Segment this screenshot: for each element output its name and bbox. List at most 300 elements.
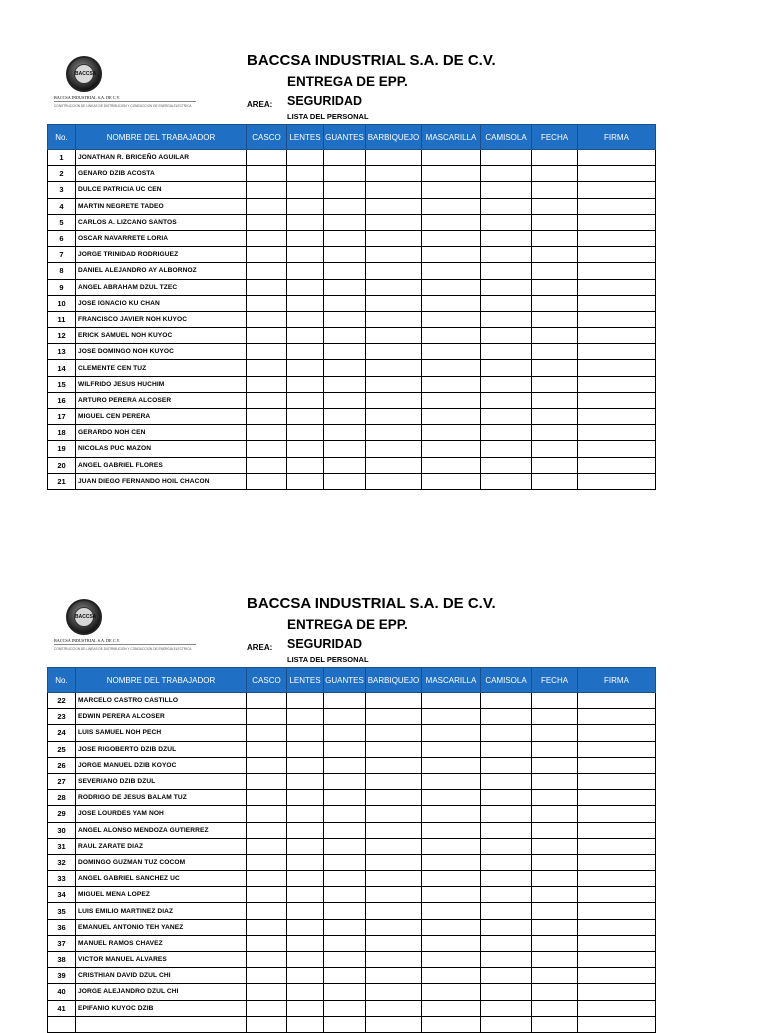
col-camisola-cell[interactable]	[481, 214, 532, 230]
col-mascarilla-cell[interactable]	[422, 409, 481, 425]
col-fecha-cell[interactable]	[532, 968, 578, 984]
col-barbiquejo-cell[interactable]	[366, 150, 422, 166]
col-lentes-cell[interactable]	[287, 903, 324, 919]
col-casco-cell[interactable]	[247, 214, 287, 230]
col-barbiquejo-cell[interactable]	[366, 725, 422, 741]
col-fecha-cell[interactable]	[532, 182, 578, 198]
col-guantes-cell[interactable]	[324, 822, 366, 838]
col-camisola-cell[interactable]	[481, 984, 532, 1000]
col-camisola-cell[interactable]	[481, 279, 532, 295]
col-mascarilla-cell[interactable]	[422, 150, 481, 166]
col-casco-cell[interactable]	[247, 1016, 287, 1032]
col-barbiquejo-cell[interactable]	[366, 230, 422, 246]
col-guantes-cell[interactable]	[324, 693, 366, 709]
col-firma-cell[interactable]	[578, 1016, 656, 1032]
col-firma-cell[interactable]	[578, 741, 656, 757]
col-fecha-cell[interactable]	[532, 871, 578, 887]
col-guantes-cell[interactable]	[324, 182, 366, 198]
col-barbiquejo-cell[interactable]	[366, 871, 422, 887]
col-camisola-cell[interactable]	[481, 344, 532, 360]
col-barbiquejo-cell[interactable]	[366, 838, 422, 854]
col-barbiquejo-cell[interactable]	[366, 295, 422, 311]
col-casco-cell[interactable]	[247, 425, 287, 441]
col-guantes-cell[interactable]	[324, 806, 366, 822]
col-camisola-cell[interactable]	[481, 952, 532, 968]
col-camisola-cell[interactable]	[481, 247, 532, 263]
col-barbiquejo-cell[interactable]	[366, 182, 422, 198]
col-barbiquejo-cell[interactable]	[366, 425, 422, 441]
col-firma-cell[interactable]	[578, 230, 656, 246]
col-barbiquejo-cell[interactable]	[366, 344, 422, 360]
col-casco-cell[interactable]	[247, 757, 287, 773]
col-guantes-cell[interactable]	[324, 344, 366, 360]
col-mascarilla-cell[interactable]	[422, 854, 481, 870]
col-guantes-cell[interactable]	[324, 328, 366, 344]
col-mascarilla-cell[interactable]	[422, 328, 481, 344]
col-camisola-cell[interactable]	[481, 1000, 532, 1016]
col-fecha-cell[interactable]	[532, 409, 578, 425]
col-fecha-cell[interactable]	[532, 230, 578, 246]
col-casco-cell[interactable]	[247, 952, 287, 968]
col-mascarilla-cell[interactable]	[422, 441, 481, 457]
col-barbiquejo-cell[interactable]	[366, 198, 422, 214]
col-fecha-cell[interactable]	[532, 457, 578, 473]
col-guantes-cell[interactable]	[324, 952, 366, 968]
col-lentes-cell[interactable]	[287, 295, 324, 311]
col-barbiquejo-cell[interactable]	[366, 457, 422, 473]
col-casco-cell[interactable]	[247, 871, 287, 887]
col-firma-cell[interactable]	[578, 919, 656, 935]
col-fecha-cell[interactable]	[532, 1016, 578, 1032]
col-fecha-cell[interactable]	[532, 392, 578, 408]
col-barbiquejo-cell[interactable]	[366, 709, 422, 725]
col-firma-cell[interactable]	[578, 360, 656, 376]
col-mascarilla-cell[interactable]	[422, 773, 481, 789]
col-guantes-cell[interactable]	[324, 230, 366, 246]
col-lentes-cell[interactable]	[287, 360, 324, 376]
col-camisola-cell[interactable]	[481, 360, 532, 376]
col-guantes-cell[interactable]	[324, 919, 366, 935]
col-casco-cell[interactable]	[247, 279, 287, 295]
col-firma-cell[interactable]	[578, 693, 656, 709]
col-lentes-cell[interactable]	[287, 473, 324, 489]
col-mascarilla-cell[interactable]	[422, 230, 481, 246]
col-mascarilla-cell[interactable]	[422, 806, 481, 822]
col-camisola-cell[interactable]	[481, 263, 532, 279]
col-casco-cell[interactable]	[247, 919, 287, 935]
col-casco-cell[interactable]	[247, 457, 287, 473]
col-lentes-cell[interactable]	[287, 773, 324, 789]
col-firma-cell[interactable]	[578, 457, 656, 473]
col-fecha-cell[interactable]	[532, 757, 578, 773]
col-fecha-cell[interactable]	[532, 903, 578, 919]
col-firma-cell[interactable]	[578, 822, 656, 838]
col-mascarilla-cell[interactable]	[422, 903, 481, 919]
col-camisola-cell[interactable]	[481, 150, 532, 166]
col-mascarilla-cell[interactable]	[422, 425, 481, 441]
col-barbiquejo-cell[interactable]	[366, 214, 422, 230]
col-fecha-cell[interactable]	[532, 725, 578, 741]
col-lentes-cell[interactable]	[287, 198, 324, 214]
col-mascarilla-cell[interactable]	[422, 344, 481, 360]
col-guantes-cell[interactable]	[324, 409, 366, 425]
col-guantes-cell[interactable]	[324, 790, 366, 806]
col-firma-cell[interactable]	[578, 984, 656, 1000]
col-guantes-cell[interactable]	[324, 725, 366, 741]
col-guantes-cell[interactable]	[324, 457, 366, 473]
col-camisola-cell[interactable]	[481, 822, 532, 838]
col-firma-cell[interactable]	[578, 344, 656, 360]
col-guantes-cell[interactable]	[324, 376, 366, 392]
col-camisola-cell[interactable]	[481, 693, 532, 709]
col-camisola-cell[interactable]	[481, 376, 532, 392]
col-guantes-cell[interactable]	[324, 854, 366, 870]
col-firma-cell[interactable]	[578, 263, 656, 279]
col-casco-cell[interactable]	[247, 968, 287, 984]
col-camisola-cell[interactable]	[481, 1016, 532, 1032]
col-fecha-cell[interactable]	[532, 854, 578, 870]
col-barbiquejo-cell[interactable]	[366, 376, 422, 392]
col-lentes-cell[interactable]	[287, 854, 324, 870]
col-camisola-cell[interactable]	[481, 871, 532, 887]
col-lentes-cell[interactable]	[287, 425, 324, 441]
col-fecha-cell[interactable]	[532, 838, 578, 854]
col-guantes-cell[interactable]	[324, 1000, 366, 1016]
col-guantes-cell[interactable]	[324, 757, 366, 773]
col-firma-cell[interactable]	[578, 806, 656, 822]
col-firma-cell[interactable]	[578, 887, 656, 903]
col-barbiquejo-cell[interactable]	[366, 903, 422, 919]
col-lentes-cell[interactable]	[287, 457, 324, 473]
col-fecha-cell[interactable]	[532, 709, 578, 725]
col-mascarilla-cell[interactable]	[422, 263, 481, 279]
col-firma-cell[interactable]	[578, 790, 656, 806]
col-barbiquejo-cell[interactable]	[366, 166, 422, 182]
col-camisola-cell[interactable]	[481, 757, 532, 773]
col-lentes-cell[interactable]	[287, 838, 324, 854]
col-barbiquejo-cell[interactable]	[366, 984, 422, 1000]
col-mascarilla-cell[interactable]	[422, 968, 481, 984]
col-firma-cell[interactable]	[578, 182, 656, 198]
col-fecha-cell[interactable]	[532, 984, 578, 1000]
col-mascarilla-cell[interactable]	[422, 279, 481, 295]
col-barbiquejo-cell[interactable]	[366, 247, 422, 263]
col-fecha-cell[interactable]	[532, 376, 578, 392]
col-casco-cell[interactable]	[247, 693, 287, 709]
col-lentes-cell[interactable]	[287, 328, 324, 344]
col-casco-cell[interactable]	[247, 473, 287, 489]
col-barbiquejo-cell[interactable]	[366, 968, 422, 984]
col-firma-cell[interactable]	[578, 150, 656, 166]
col-casco-cell[interactable]	[247, 150, 287, 166]
col-camisola-cell[interactable]	[481, 198, 532, 214]
col-firma-cell[interactable]	[578, 709, 656, 725]
col-firma-cell[interactable]	[578, 935, 656, 951]
col-casco-cell[interactable]	[247, 166, 287, 182]
col-camisola-cell[interactable]	[481, 806, 532, 822]
col-lentes-cell[interactable]	[287, 806, 324, 822]
col-casco-cell[interactable]	[247, 328, 287, 344]
col-guantes-cell[interactable]	[324, 871, 366, 887]
col-casco-cell[interactable]	[247, 344, 287, 360]
col-fecha-cell[interactable]	[532, 790, 578, 806]
col-camisola-cell[interactable]	[481, 968, 532, 984]
col-barbiquejo-cell[interactable]	[366, 311, 422, 327]
col-casco-cell[interactable]	[247, 1000, 287, 1016]
col-lentes-cell[interactable]	[287, 214, 324, 230]
col-barbiquejo-cell[interactable]	[366, 1016, 422, 1032]
col-firma-cell[interactable]	[578, 838, 656, 854]
col-mascarilla-cell[interactable]	[422, 376, 481, 392]
col-barbiquejo-cell[interactable]	[366, 360, 422, 376]
col-guantes-cell[interactable]	[324, 295, 366, 311]
col-casco-cell[interactable]	[247, 822, 287, 838]
col-camisola-cell[interactable]	[481, 311, 532, 327]
col-camisola-cell[interactable]	[481, 903, 532, 919]
col-barbiquejo-cell[interactable]	[366, 409, 422, 425]
col-mascarilla-cell[interactable]	[422, 822, 481, 838]
col-barbiquejo-cell[interactable]	[366, 741, 422, 757]
col-barbiquejo-cell[interactable]	[366, 919, 422, 935]
col-guantes-cell[interactable]	[324, 903, 366, 919]
col-mascarilla-cell[interactable]	[422, 214, 481, 230]
col-firma-cell[interactable]	[578, 198, 656, 214]
col-barbiquejo-cell[interactable]	[366, 935, 422, 951]
col-mascarilla-cell[interactable]	[422, 838, 481, 854]
col-mascarilla-cell[interactable]	[422, 984, 481, 1000]
col-firma-cell[interactable]	[578, 328, 656, 344]
col-fecha-cell[interactable]	[532, 328, 578, 344]
col-firma-cell[interactable]	[578, 952, 656, 968]
col-lentes-cell[interactable]	[287, 725, 324, 741]
col-lentes-cell[interactable]	[287, 693, 324, 709]
col-guantes-cell[interactable]	[324, 166, 366, 182]
col-casco-cell[interactable]	[247, 838, 287, 854]
col-casco-cell[interactable]	[247, 230, 287, 246]
col-casco-cell[interactable]	[247, 741, 287, 757]
col-lentes-cell[interactable]	[287, 935, 324, 951]
col-barbiquejo-cell[interactable]	[366, 806, 422, 822]
col-camisola-cell[interactable]	[481, 230, 532, 246]
col-casco-cell[interactable]	[247, 360, 287, 376]
col-fecha-cell[interactable]	[532, 935, 578, 951]
col-lentes-cell[interactable]	[287, 344, 324, 360]
col-casco-cell[interactable]	[247, 935, 287, 951]
col-fecha-cell[interactable]	[532, 822, 578, 838]
col-fecha-cell[interactable]	[532, 295, 578, 311]
col-fecha-cell[interactable]	[532, 887, 578, 903]
col-firma-cell[interactable]	[578, 441, 656, 457]
col-guantes-cell[interactable]	[324, 279, 366, 295]
col-guantes-cell[interactable]	[324, 214, 366, 230]
col-lentes-cell[interactable]	[287, 790, 324, 806]
col-fecha-cell[interactable]	[532, 198, 578, 214]
col-casco-cell[interactable]	[247, 441, 287, 457]
col-camisola-cell[interactable]	[481, 709, 532, 725]
col-casco-cell[interactable]	[247, 773, 287, 789]
col-camisola-cell[interactable]	[481, 887, 532, 903]
col-lentes-cell[interactable]	[287, 150, 324, 166]
col-casco-cell[interactable]	[247, 984, 287, 1000]
col-guantes-cell[interactable]	[324, 425, 366, 441]
col-camisola-cell[interactable]	[481, 328, 532, 344]
col-lentes-cell[interactable]	[287, 709, 324, 725]
col-lentes-cell[interactable]	[287, 887, 324, 903]
col-casco-cell[interactable]	[247, 854, 287, 870]
col-guantes-cell[interactable]	[324, 360, 366, 376]
col-firma-cell[interactable]	[578, 968, 656, 984]
col-fecha-cell[interactable]	[532, 279, 578, 295]
col-lentes-cell[interactable]	[287, 409, 324, 425]
col-camisola-cell[interactable]	[481, 919, 532, 935]
col-firma-cell[interactable]	[578, 295, 656, 311]
col-firma-cell[interactable]	[578, 311, 656, 327]
col-barbiquejo-cell[interactable]	[366, 473, 422, 489]
col-firma-cell[interactable]	[578, 392, 656, 408]
col-mascarilla-cell[interactable]	[422, 741, 481, 757]
col-camisola-cell[interactable]	[481, 166, 532, 182]
col-mascarilla-cell[interactable]	[422, 757, 481, 773]
col-casco-cell[interactable]	[247, 887, 287, 903]
col-fecha-cell[interactable]	[532, 919, 578, 935]
col-mascarilla-cell[interactable]	[422, 295, 481, 311]
col-barbiquejo-cell[interactable]	[366, 328, 422, 344]
col-guantes-cell[interactable]	[324, 773, 366, 789]
col-barbiquejo-cell[interactable]	[366, 693, 422, 709]
col-lentes-cell[interactable]	[287, 311, 324, 327]
col-camisola-cell[interactable]	[481, 935, 532, 951]
col-mascarilla-cell[interactable]	[422, 247, 481, 263]
col-firma-cell[interactable]	[578, 757, 656, 773]
col-firma-cell[interactable]	[578, 214, 656, 230]
col-casco-cell[interactable]	[247, 311, 287, 327]
col-guantes-cell[interactable]	[324, 263, 366, 279]
col-barbiquejo-cell[interactable]	[366, 279, 422, 295]
col-fecha-cell[interactable]	[532, 1000, 578, 1016]
col-mascarilla-cell[interactable]	[422, 709, 481, 725]
col-fecha-cell[interactable]	[532, 263, 578, 279]
col-barbiquejo-cell[interactable]	[366, 1000, 422, 1016]
col-firma-cell[interactable]	[578, 409, 656, 425]
col-casco-cell[interactable]	[247, 790, 287, 806]
col-casco-cell[interactable]	[247, 295, 287, 311]
col-guantes-cell[interactable]	[324, 311, 366, 327]
col-mascarilla-cell[interactable]	[422, 887, 481, 903]
col-barbiquejo-cell[interactable]	[366, 952, 422, 968]
col-guantes-cell[interactable]	[324, 1016, 366, 1032]
col-barbiquejo-cell[interactable]	[366, 757, 422, 773]
col-fecha-cell[interactable]	[532, 693, 578, 709]
col-lentes-cell[interactable]	[287, 871, 324, 887]
col-mascarilla-cell[interactable]	[422, 725, 481, 741]
col-barbiquejo-cell[interactable]	[366, 854, 422, 870]
col-camisola-cell[interactable]	[481, 741, 532, 757]
col-barbiquejo-cell[interactable]	[366, 822, 422, 838]
col-firma-cell[interactable]	[578, 871, 656, 887]
col-casco-cell[interactable]	[247, 376, 287, 392]
col-fecha-cell[interactable]	[532, 806, 578, 822]
col-barbiquejo-cell[interactable]	[366, 790, 422, 806]
col-mascarilla-cell[interactable]	[422, 1016, 481, 1032]
col-lentes-cell[interactable]	[287, 263, 324, 279]
col-firma-cell[interactable]	[578, 725, 656, 741]
col-camisola-cell[interactable]	[481, 773, 532, 789]
col-lentes-cell[interactable]	[287, 392, 324, 408]
col-lentes-cell[interactable]	[287, 741, 324, 757]
col-firma-cell[interactable]	[578, 1000, 656, 1016]
col-guantes-cell[interactable]	[324, 887, 366, 903]
col-casco-cell[interactable]	[247, 806, 287, 822]
col-casco-cell[interactable]	[247, 725, 287, 741]
col-casco-cell[interactable]	[247, 198, 287, 214]
col-guantes-cell[interactable]	[324, 984, 366, 1000]
col-firma-cell[interactable]	[578, 376, 656, 392]
col-lentes-cell[interactable]	[287, 1016, 324, 1032]
col-camisola-cell[interactable]	[481, 409, 532, 425]
col-mascarilla-cell[interactable]	[422, 935, 481, 951]
col-camisola-cell[interactable]	[481, 725, 532, 741]
col-guantes-cell[interactable]	[324, 473, 366, 489]
col-mascarilla-cell[interactable]	[422, 360, 481, 376]
col-camisola-cell[interactable]	[481, 457, 532, 473]
col-mascarilla-cell[interactable]	[422, 693, 481, 709]
col-barbiquejo-cell[interactable]	[366, 887, 422, 903]
col-camisola-cell[interactable]	[481, 182, 532, 198]
col-fecha-cell[interactable]	[532, 247, 578, 263]
col-fecha-cell[interactable]	[532, 150, 578, 166]
col-firma-cell[interactable]	[578, 166, 656, 182]
col-guantes-cell[interactable]	[324, 741, 366, 757]
col-camisola-cell[interactable]	[481, 854, 532, 870]
col-fecha-cell[interactable]	[532, 214, 578, 230]
col-guantes-cell[interactable]	[324, 441, 366, 457]
col-lentes-cell[interactable]	[287, 441, 324, 457]
col-firma-cell[interactable]	[578, 773, 656, 789]
col-mascarilla-cell[interactable]	[422, 790, 481, 806]
col-camisola-cell[interactable]	[481, 790, 532, 806]
col-fecha-cell[interactable]	[532, 360, 578, 376]
col-lentes-cell[interactable]	[287, 376, 324, 392]
col-casco-cell[interactable]	[247, 182, 287, 198]
col-firma-cell[interactable]	[578, 247, 656, 263]
col-casco-cell[interactable]	[247, 247, 287, 263]
col-fecha-cell[interactable]	[532, 773, 578, 789]
col-lentes-cell[interactable]	[287, 279, 324, 295]
col-guantes-cell[interactable]	[324, 968, 366, 984]
col-casco-cell[interactable]	[247, 392, 287, 408]
col-guantes-cell[interactable]	[324, 247, 366, 263]
col-casco-cell[interactable]	[247, 263, 287, 279]
col-firma-cell[interactable]	[578, 279, 656, 295]
col-fecha-cell[interactable]	[532, 741, 578, 757]
col-mascarilla-cell[interactable]	[422, 311, 481, 327]
col-barbiquejo-cell[interactable]	[366, 263, 422, 279]
col-camisola-cell[interactable]	[481, 838, 532, 854]
col-casco-cell[interactable]	[247, 903, 287, 919]
col-guantes-cell[interactable]	[324, 935, 366, 951]
col-casco-cell[interactable]	[247, 709, 287, 725]
col-lentes-cell[interactable]	[287, 919, 324, 935]
col-fecha-cell[interactable]	[532, 473, 578, 489]
col-lentes-cell[interactable]	[287, 968, 324, 984]
col-mascarilla-cell[interactable]	[422, 198, 481, 214]
col-guantes-cell[interactable]	[324, 709, 366, 725]
col-mascarilla-cell[interactable]	[422, 166, 481, 182]
col-lentes-cell[interactable]	[287, 166, 324, 182]
col-fecha-cell[interactable]	[532, 425, 578, 441]
col-firma-cell[interactable]	[578, 425, 656, 441]
col-mascarilla-cell[interactable]	[422, 952, 481, 968]
